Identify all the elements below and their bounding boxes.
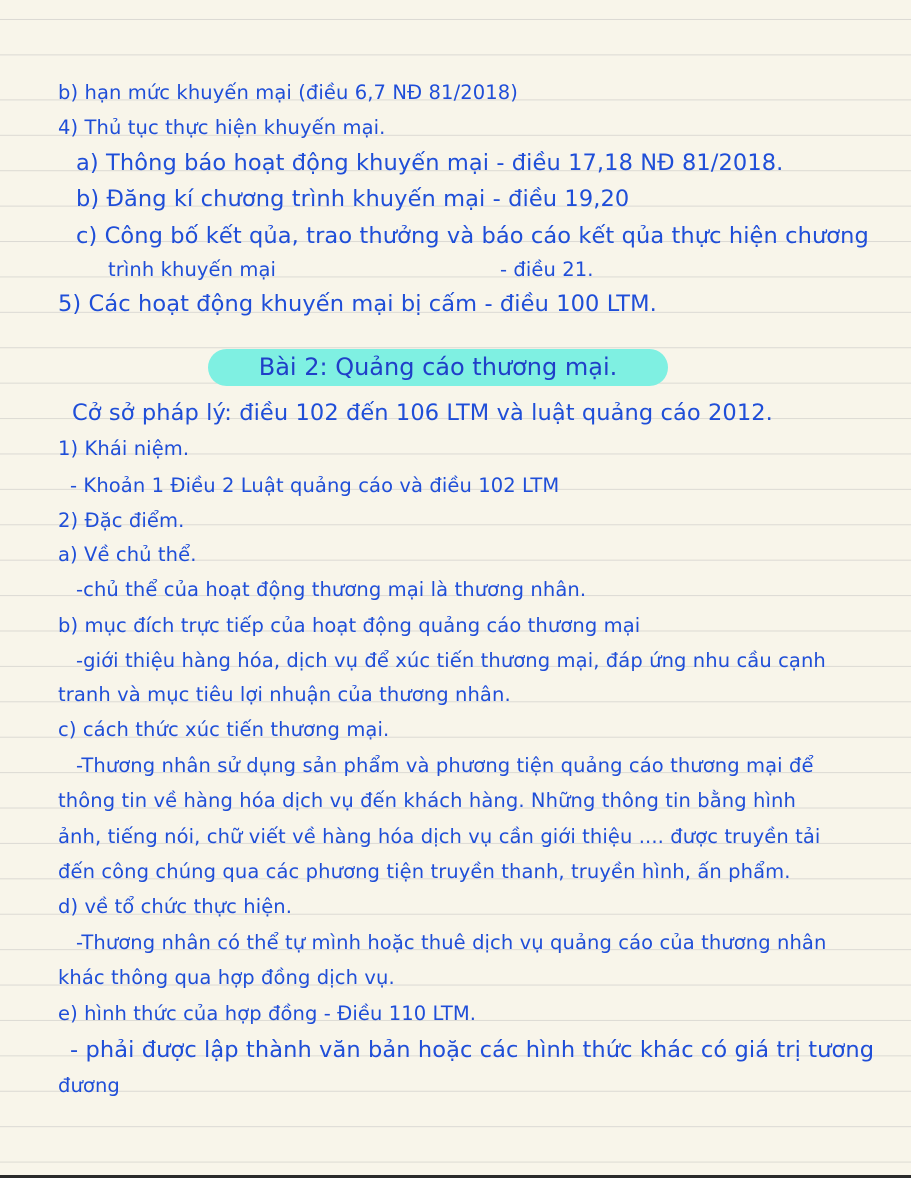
note-line-1: b) hạn mức khuyến mại (điều 6,7 NĐ 81/2018) xyxy=(58,81,518,104)
note-line-23: d) về tổ chức thực hiện. xyxy=(58,895,293,918)
note-line-25: khác thông qua hợp đồng dịch vụ. xyxy=(58,966,395,989)
note-line-7: - điều 21. xyxy=(500,258,594,281)
note-line-13: a) Về chủ thể. xyxy=(58,543,197,566)
note-line-21: ảnh, tiếng nói, chữ viết về hàng hóa dịch vụ cần giới thiệu .... được truyền tải xyxy=(58,825,821,848)
section-title: Bài 2: Quảng cáo thương mại. xyxy=(258,353,618,381)
note-line-18: c) cách thức xúc tiến thương mại. xyxy=(58,718,390,741)
note-line-11: - Khoản 1 Điều 2 Luật quảng cáo và điều 102 LTM xyxy=(70,474,560,497)
note-line-8: 5) Các hoạt động khuyến mại bị cấm - điều 100 LTM. xyxy=(58,291,657,317)
note-line-20: thông tin về hàng hóa dịch vụ đến khách hàng. Những thông tin bằng hình xyxy=(58,789,796,812)
note-line-17: tranh và mục tiêu lợi nhuận của thương nhân. xyxy=(58,683,511,706)
note-line-6: trình khuyến mại xyxy=(108,258,277,281)
note-line-27: - phải được lập thành văn bản hoặc các hình thức khác có giá trị tương xyxy=(70,1037,875,1063)
note-line-22: đến công chúng qua các phương tiện truyền thanh, truyền hình, ấn phẩm. xyxy=(58,860,791,883)
note-line-16: -giới thiệu hàng hóa, dịch vụ để xúc tiến thương mại, đáp ứng nhu cầu cạnh xyxy=(76,649,826,672)
note-line-28: đương xyxy=(58,1074,120,1097)
note-line-9: Cở sở pháp lý: điều 102 đến 106 LTM và luật quảng cáo 2012. xyxy=(72,400,773,426)
note-line-15: b) mục đích trực tiếp của hoạt động quảng cáo thương mại xyxy=(58,614,641,637)
section-title-highlight xyxy=(208,349,668,386)
note-line-19: -Thương nhân sử dụng sản phẩm và phương tiện quảng cáo thương mại để xyxy=(76,754,814,777)
note-line-4: b) Đăng kí chương trình khuyến mại - điều 19,20 xyxy=(76,186,630,212)
note-line-26: e) hình thức của hợp đồng - Điều 110 LTM. xyxy=(58,1002,477,1025)
note-line-3: a) Thông báo hoạt động khuyến mại - điều 17,18 NĐ 81/2018. xyxy=(76,150,784,176)
note-line-5: c) Công bố kết qủa, trao thưởng và báo cáo kết qủa thực hiện chương xyxy=(76,223,869,249)
note-line-14: -chủ thể của hoạt động thương mại là thương nhân. xyxy=(76,578,587,601)
note-line-2: 4) Thủ tục thực hiện khuyến mại. xyxy=(58,116,386,139)
note-line-10: 1) Khái niệm. xyxy=(58,437,190,460)
note-line-24: -Thương nhân có thể tự mình hoặc thuê dịch vụ quảng cáo của thương nhân xyxy=(76,931,827,954)
note-line-12: 2) Đặc điểm. xyxy=(58,509,185,532)
